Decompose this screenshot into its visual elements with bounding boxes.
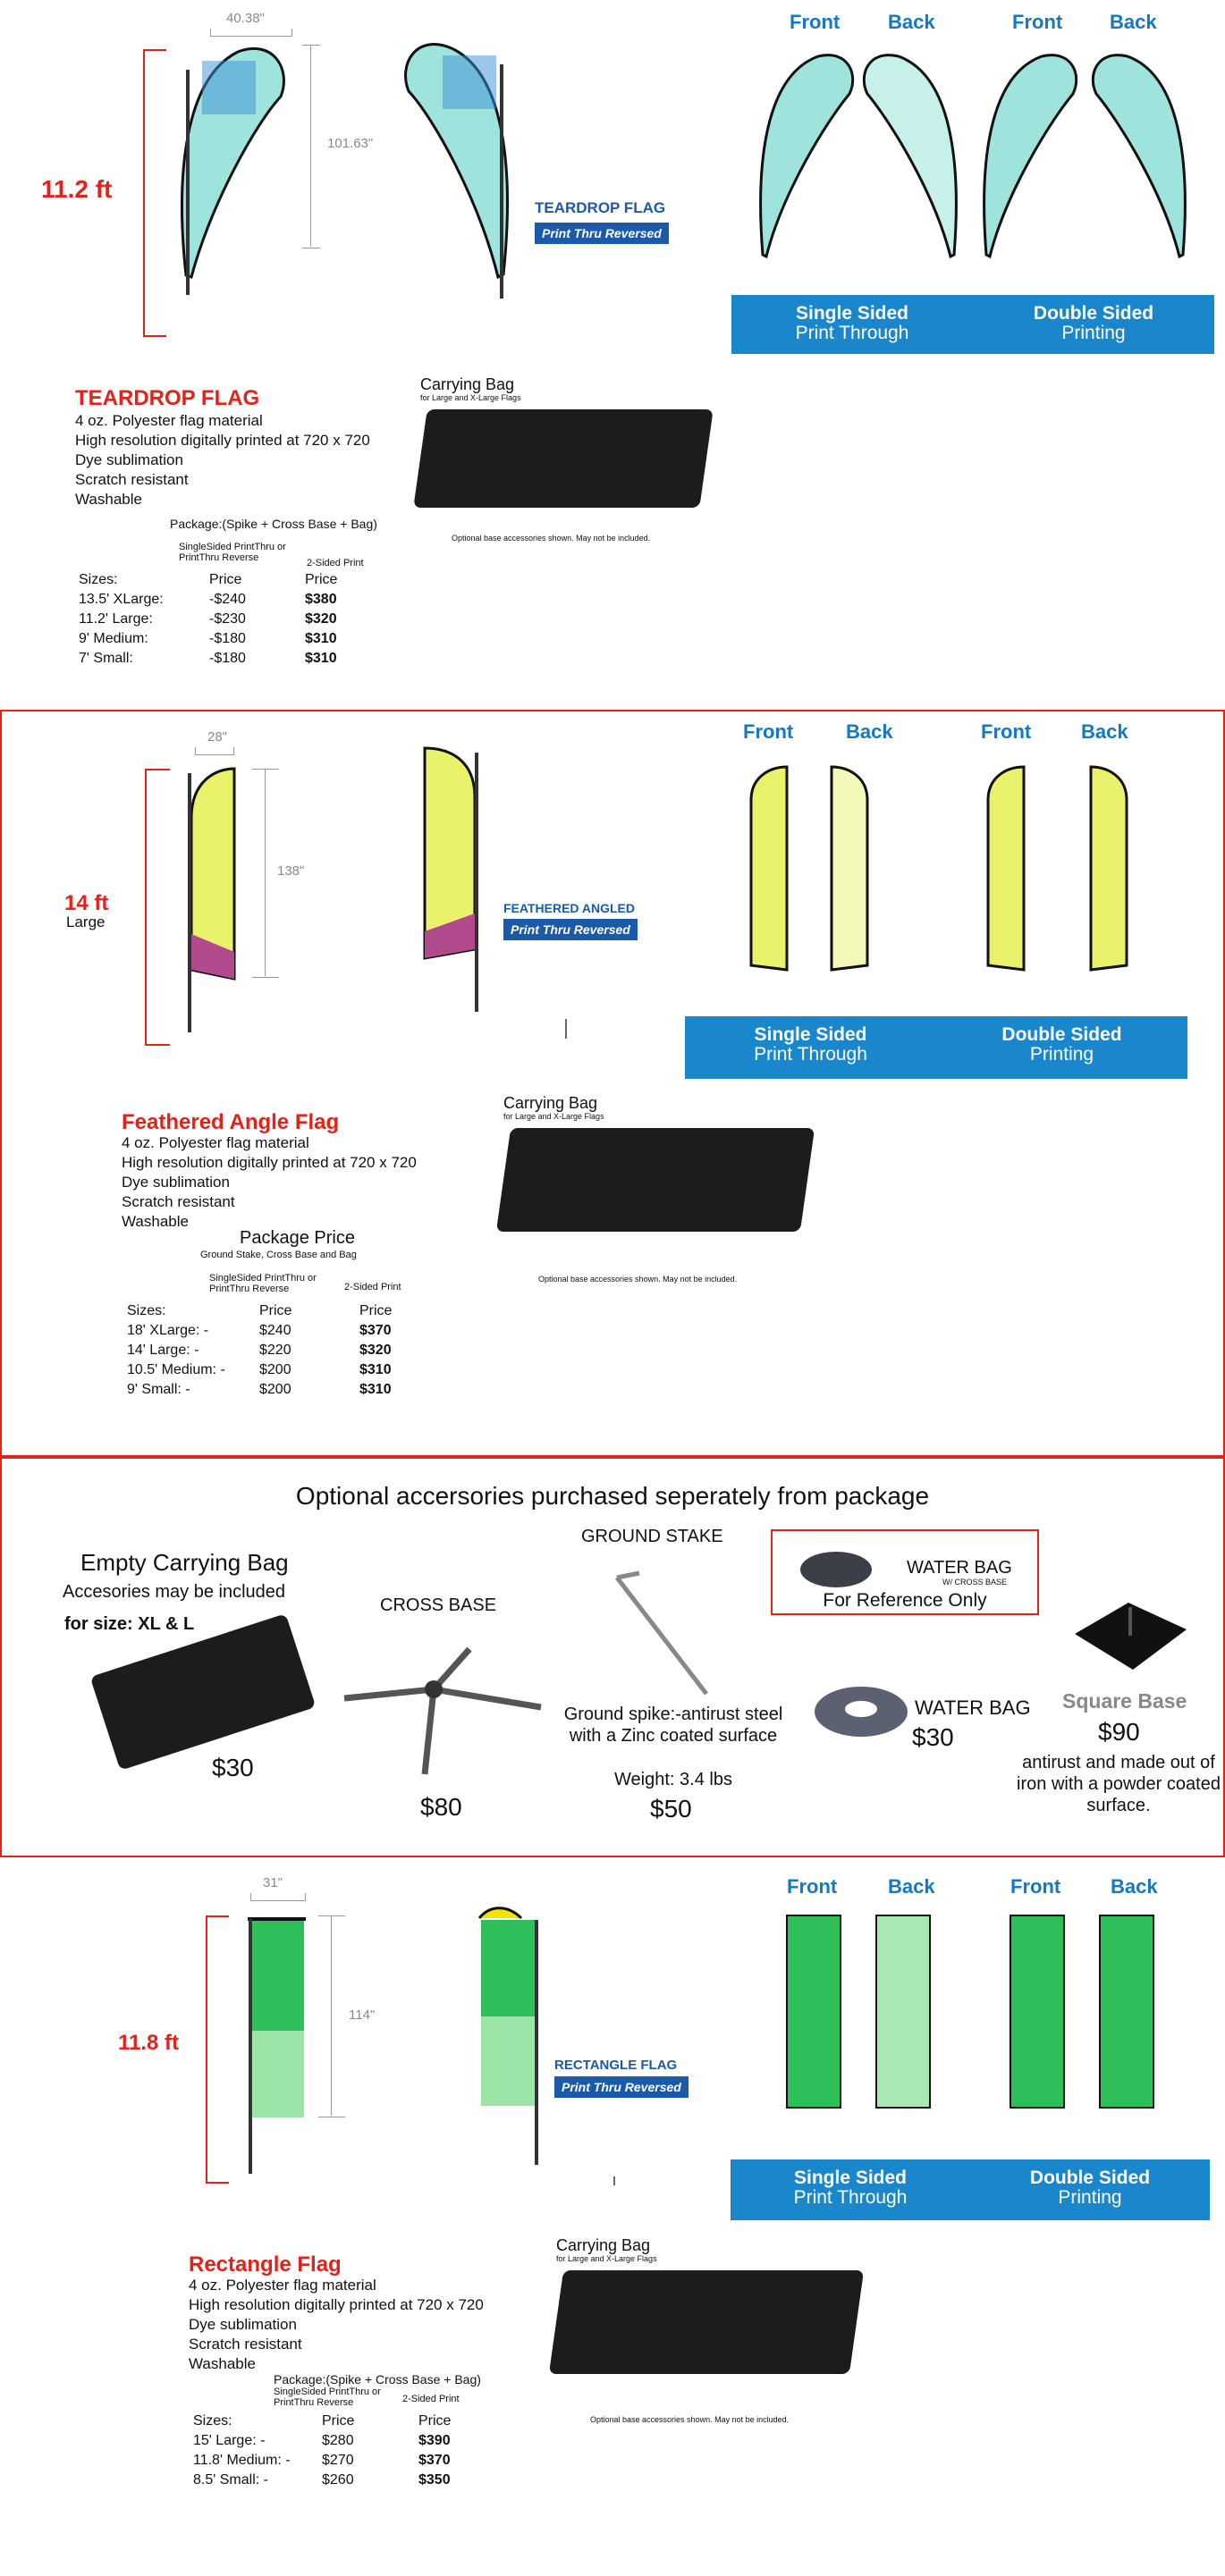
back-label: Back [1081,720,1128,743]
width-label: 31" [263,1875,283,1890]
teardrop-flag-image [175,43,309,302]
size-label: 14 ft [64,891,109,915]
front-label: Front [1010,1875,1061,1898]
reference-note: For Reference Only [823,1590,987,1611]
package-label: Package:(Spike + Cross Base + Bag) [170,517,377,531]
double-sided: Double Sided Printing [1033,303,1154,343]
square-base-desc: antirust and made out of iron with a powder coated surface. [1017,1753,1221,1815]
bag-sub: for Large and X-Large Flags [503,1112,604,1121]
square-base-price: $90 [1098,1718,1140,1746]
teardrop-flag-back-image [389,38,523,306]
cross-base-image [335,1645,550,1779]
price-table: Sizes: Price Price 13.5' XLarge: -$240 $380 11.2' Large: -$230 $320 9' Medium: -$180 $310 7' Small: -$180 $310 [79,572,338,666]
empty-bag-sub: Accesories may be included [63,1582,286,1602]
height-label: 138" [277,863,305,879]
front-label: Front [787,1875,838,1898]
rectangle-badge: RECTANGLE FLAG Print Thru Reversed [554,2058,689,2098]
front-label: Front [743,720,794,743]
double-sided: Double Sided Printing [1001,1024,1122,1065]
cross-base-price: $80 [420,1793,462,1821]
front-label: Front [790,11,841,33]
width-label: 28" [207,729,228,745]
feather-views-image [742,764,1136,997]
front-label: Front [981,720,1032,743]
teardrop-badge [535,199,669,244]
col1-note: SingleSided PrintThru or PrintThru Reverse [274,2387,381,2408]
front-label: Front [1012,11,1063,33]
badge-title: TEARDROP FLAG [535,199,666,216]
print-type-bar [685,1016,1187,1079]
feather-badge: FEATHERED ANGLED Print Thru Reversed [503,901,638,940]
package-sub: Ground Stake, Cross Base and Bag [200,1250,357,1260]
reference-box: WATER BAG W/ CROSS BASE For Reference Only [771,1529,1039,1615]
package-label: Package:(Spike + Cross Base + Bag) [274,2372,481,2387]
size-label: 11.2 ft [41,175,113,203]
ground-stake-weight: Weight: 3.4 lbs [614,1770,732,1789]
water-bag-reference-image [796,1538,876,1592]
bag-note: Optional base accessories shown. May not be included. [538,1275,738,1284]
col2-note: 2-Sided Print [402,2394,460,2404]
feather-flag-image [179,764,250,1041]
height-label: 114" [349,2008,376,2023]
bag-title: Carrying Bag [420,375,515,393]
empty-bag-price: $30 [212,1754,254,1781]
back-label: Back [888,11,935,33]
section-title: Rectangle Flag [189,2252,342,2277]
width-line [210,29,292,37]
feature-list: 4 oz. Polyester flag material High resolution digitally printed at 720 x 720 Dye sublimation Scratch resistant Washable [75,412,370,508]
feather-flag-back-image [416,744,487,1021]
rectangle-flag-back-image [472,1900,544,2168]
accessories-heading: Optional accersories purchased seperately from package [295,1482,930,1510]
size-label: 11.8 ft [118,2031,180,2055]
carrying-bag-image [496,1128,815,1232]
cross-base-title: CROSS BASE [380,1595,497,1615]
width-label: 40.38" [226,11,265,26]
feature-list: 4 oz. Polyester flag material High resolution digitally printed at 720 x 720 Dye sublimation Scratch resistant Washable [189,2277,484,2372]
col2-note: 2-Sided Print [307,558,364,568]
ground-stake-title: GROUND STAKE [581,1527,723,1546]
empty-bag-size: for size: XL & L [64,1614,195,1634]
single-sided: Single Sided Print Through [795,303,909,343]
carrying-bag-image [549,2270,864,2374]
bag-sub: for Large and X-Large Flags [556,2254,657,2263]
height-bracket [145,769,170,1046]
price-table: Sizes: Price Price 15' Large: - $280 $390 11.8' Medium: - $270 $370 8.5' Small: - $260 $350 [193,2413,452,2488]
single-sided: Single Sided Print Through [793,2168,908,2208]
height-bracket [143,49,166,337]
feature-list: 4 oz. Polyester flag material High resolution digitally printed at 720 x 720 Dye sublimation Scratch resistant Washable [122,1134,417,1230]
ground-stake-image [599,1569,724,1703]
ground-stake-price: $50 [650,1795,692,1823]
water-bag-price: $30 [912,1723,954,1751]
square-base-title: Square Base [1062,1689,1187,1713]
price-table: Sizes: Price Price 18' XLarge: - $240 $370 14' Large: - $220 $320 10.5' Medium: - $200 $310 9' Small: - $200 $310 [127,1303,393,1397]
col2-note: 2-Sided Print [344,1282,401,1292]
bag-note: Optional base accessories shown. May not be included. [452,534,651,543]
back-label: Back [846,720,893,743]
carrying-bag-image [413,409,713,508]
package-label: Package Price [240,1228,355,1248]
bag-title: Carrying Bag [556,2236,651,2254]
print-type-bar [731,295,1214,354]
bag-sub: for Large and X-Large Flags [420,393,521,402]
back-label: Back [1111,1875,1158,1898]
teardrop-views-image [756,49,1203,299]
water-bag-title: WATER BAG [915,1696,1031,1719]
print-type-bar [731,2159,1210,2220]
rectangle-flag-image [243,1915,315,2183]
col1-note: SingleSided PrintThru or PrintThru Reverse [209,1273,317,1294]
section-title: TEARDROP FLAG [75,386,260,410]
double-sided: Double Sided Printing [1029,2168,1151,2208]
height-bracket [206,1915,229,2184]
badge-sub: Print Thru Reversed [535,223,669,244]
bag-note: Optional base accessories shown. May not be included. [590,2415,790,2424]
bag-title: Carrying Bag [503,1094,598,1112]
size-sub: Large [66,913,106,930]
rectangle-views-image [778,1911,1171,2143]
back-label: Back [1110,11,1157,33]
square-base-image [1066,1598,1191,1679]
col1-note: SingleSided PrintThru or PrintThru Reverse [179,542,286,563]
height-label: 101.63" [327,136,374,151]
section-title: Feathered Angle Flag [122,1110,340,1134]
water-bag-image [812,1680,910,1743]
empty-bag-title: Empty Carrying Bag [80,1549,289,1576]
single-sided: Single Sided Print Through [754,1024,867,1065]
ground-stake-desc: Ground spike:-antirust steel with a Zinc coated surface [563,1705,783,1746]
back-label: Back [888,1875,935,1898]
